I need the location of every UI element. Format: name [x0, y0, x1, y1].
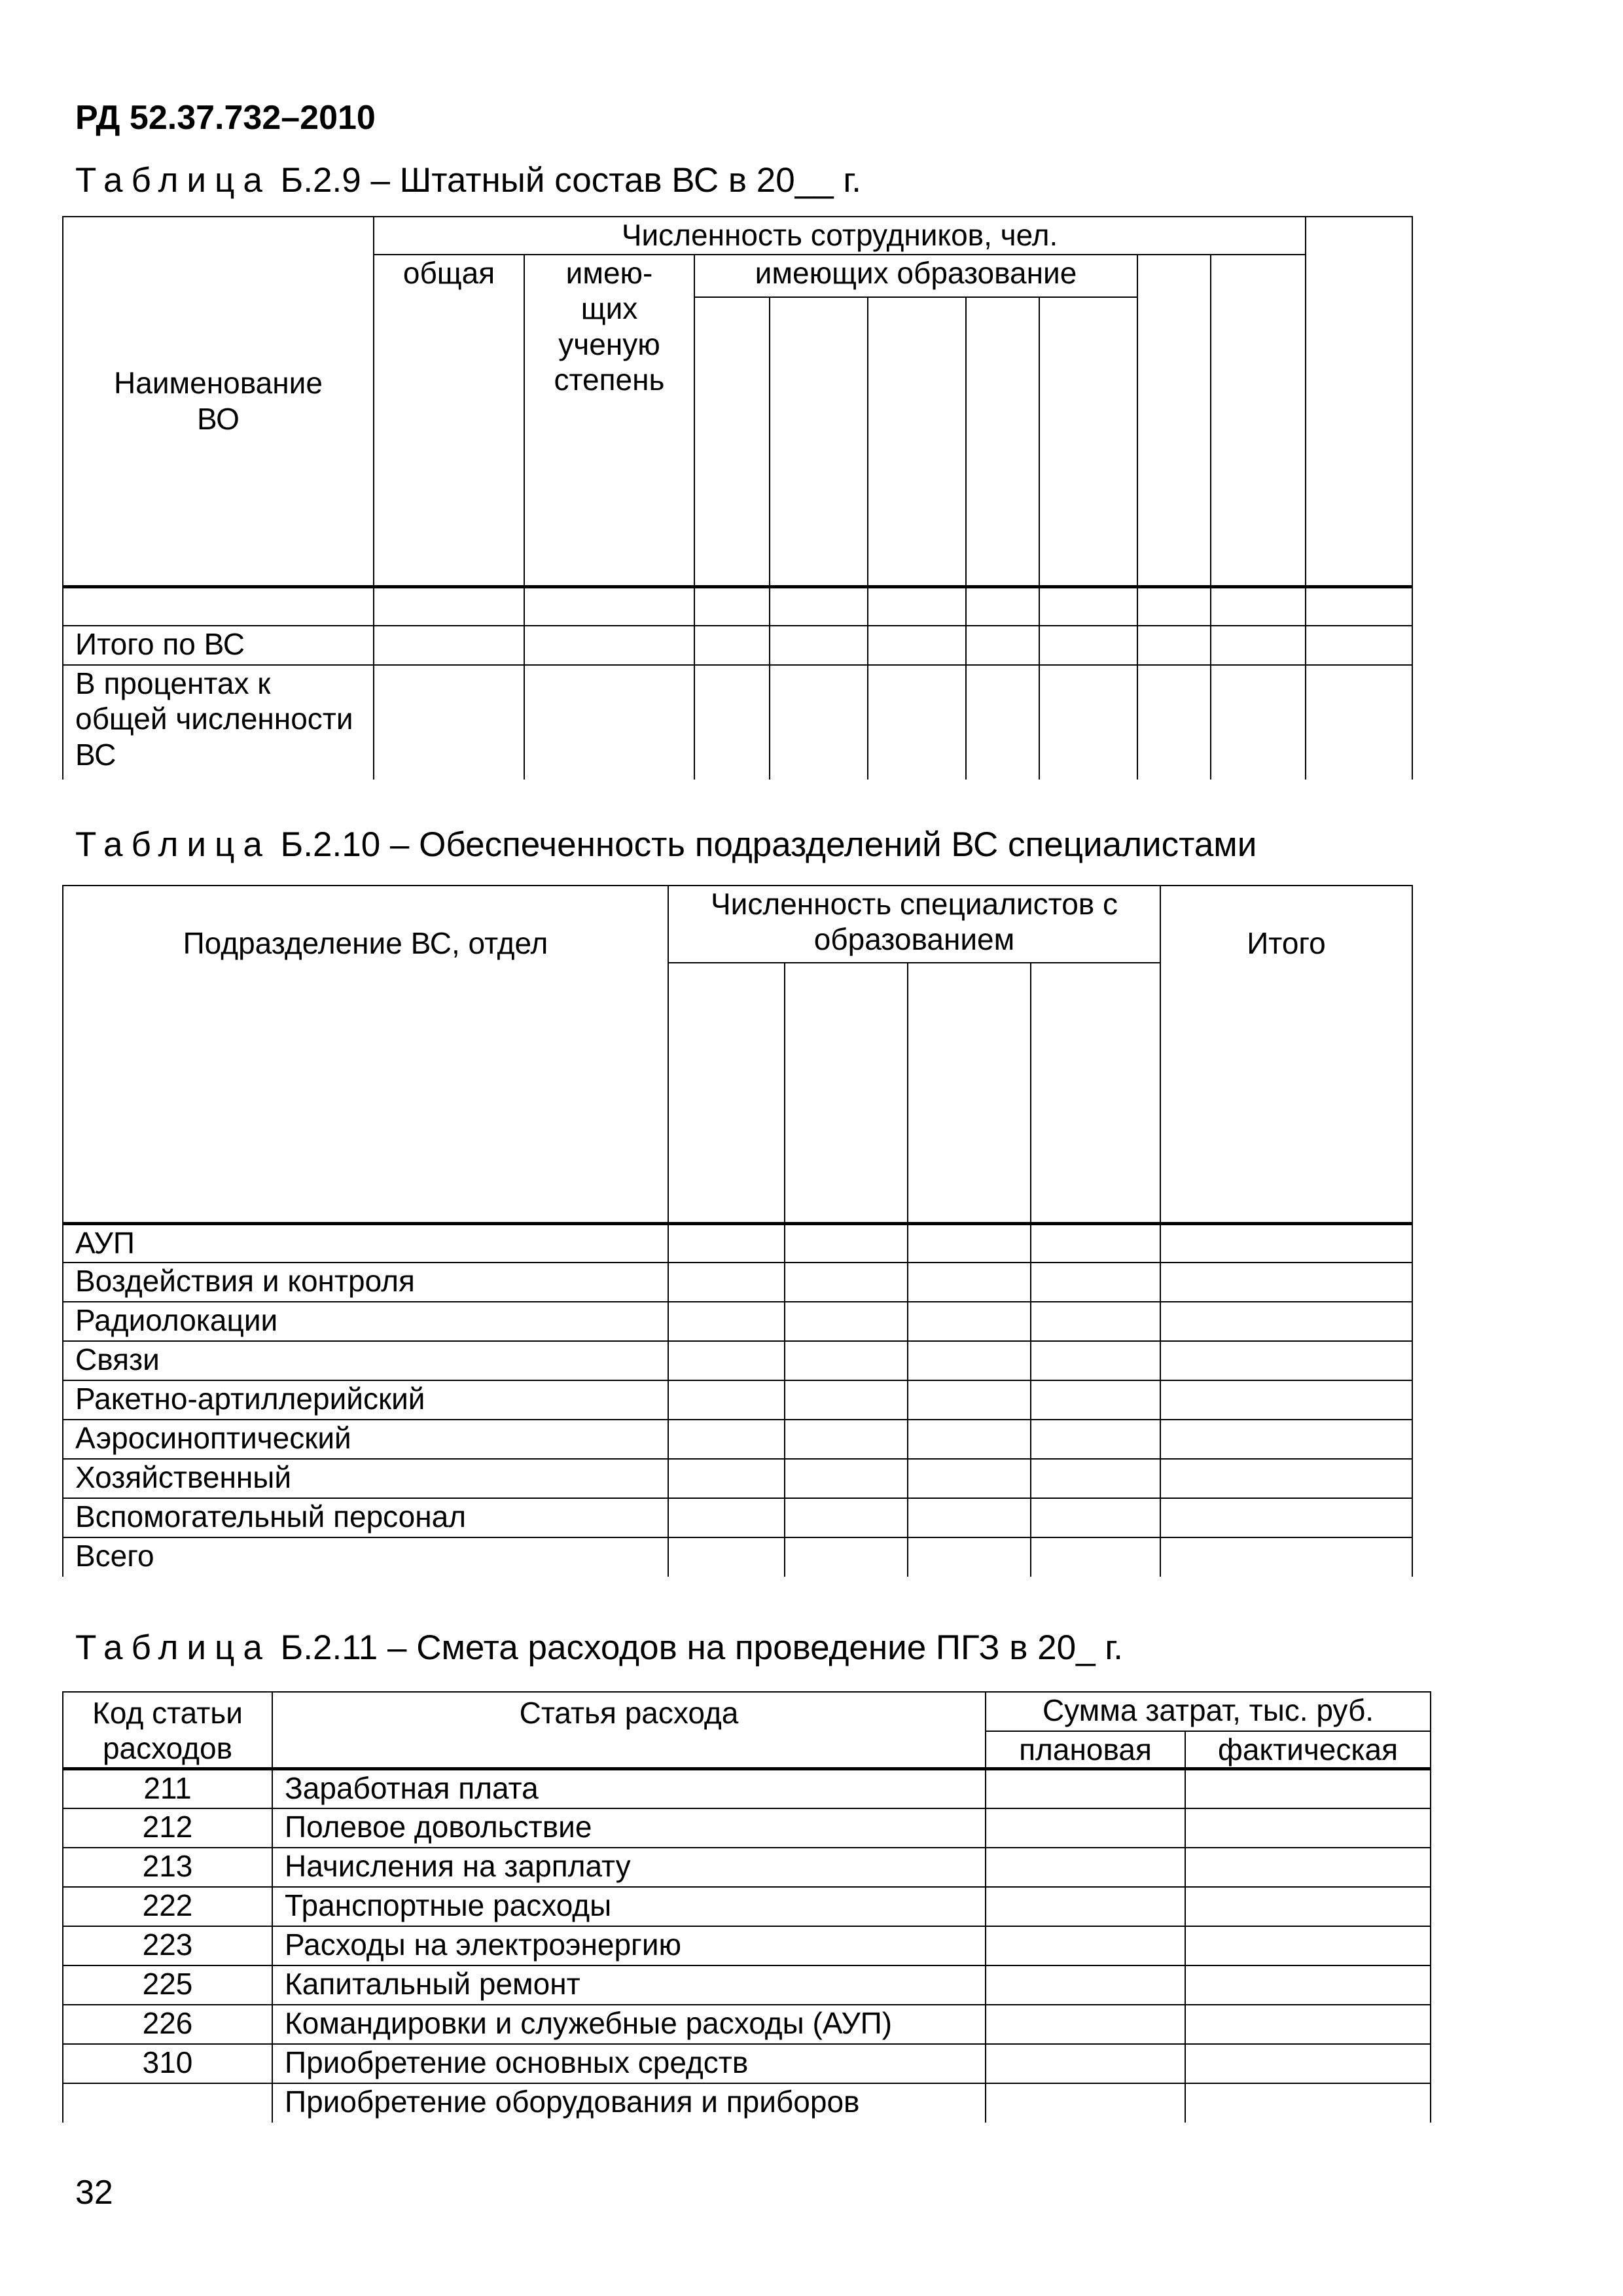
expense-code: 310 — [63, 2044, 272, 2083]
document-code: РД 52.37.732–2010 — [75, 99, 376, 137]
table-row — [63, 586, 1412, 626]
edu-col-incomplete-higher — [770, 297, 868, 586]
expense-code: 226 — [63, 2005, 272, 2044]
expense-code: 223 — [63, 1926, 272, 1965]
col-name-header: Наименование ВО — [63, 217, 374, 586]
expense-item: Расходы на электроэнергию — [272, 1926, 986, 1965]
col-unit-header: Подразделение ВС, отдел — [63, 886, 668, 1223]
caption-text: Б.2.9 – Штатный состав ВС в 20__ г. — [280, 161, 861, 200]
edu-col-secondary-special — [785, 963, 908, 1223]
edu-group-header: имеющих образование — [694, 255, 1137, 297]
caption-prefix: Таблица — [75, 825, 271, 864]
row-label: Вспомогательный персонал — [63, 1498, 668, 1537]
row-label: Хозяйственный — [63, 1459, 668, 1498]
group-header-specialists: Численность специалистов с образованием — [668, 886, 1160, 963]
table-row — [63, 1302, 1412, 1341]
table-row — [63, 1848, 1431, 1887]
expense-code: 222 — [63, 1887, 272, 1926]
table-row — [63, 1223, 1412, 1263]
row-label: Аэросиноптический — [63, 1420, 668, 1459]
table-row — [63, 2044, 1431, 2083]
row-label: Итого по ВС — [63, 626, 374, 665]
table-row — [63, 1965, 1431, 2005]
table-b29 — [62, 216, 1413, 780]
table-b211-caption — [75, 1628, 1123, 1668]
expense-item: Капитальный ремонт — [272, 1965, 986, 2005]
row-label: Воздействия и контроля — [63, 1263, 668, 1302]
table-b210-caption — [75, 825, 1257, 865]
edu-col-higher — [668, 963, 785, 1223]
col-fact-header: фактическая — [1185, 1731, 1431, 1769]
row-label: Всего — [63, 1537, 668, 1577]
table-b211 — [62, 1691, 1431, 2123]
edu-col-unfinished-secondary — [1031, 963, 1160, 1223]
table-row — [63, 665, 1412, 780]
edu-col-incomplete-secondary — [1039, 297, 1137, 586]
table-row — [63, 1459, 1412, 1498]
col-plan-header: плановая — [986, 1731, 1185, 1769]
group-header-staff: Численность сотрудников, чел. — [374, 217, 1306, 255]
expense-code: 212 — [63, 1808, 272, 1848]
edu-col-secondary-special — [868, 297, 966, 586]
expense-item: Приобретение основных средств — [272, 2044, 986, 2083]
table-row — [63, 1808, 1431, 1848]
col-item-header: Статья расхода — [272, 1692, 986, 1769]
table-b210 — [62, 885, 1413, 1577]
table-row — [63, 626, 1412, 665]
table-row — [63, 1887, 1431, 1926]
page-number: 32 — [75, 2174, 113, 2212]
expense-item: Командировки и служебные расходы (АУП) — [272, 2005, 986, 2044]
expense-code — [63, 2083, 272, 2123]
expense-item: Начисления на зарплату — [272, 1848, 986, 1887]
table-row — [63, 1341, 1412, 1380]
caption-text: Б.2.10 – Обеспеченность подразделений ВС специалистами — [280, 825, 1257, 864]
expense-item: Заработная плата — [272, 1769, 986, 1808]
col-code-header: Код статьи расходов — [63, 1692, 272, 1769]
expense-item: Полевое довольствие — [272, 1808, 986, 1848]
row-label: В процентах к общей численности ВС — [63, 665, 374, 780]
expense-code: 213 — [63, 1848, 272, 1887]
table-row — [63, 1498, 1412, 1537]
col-fired-header — [1211, 255, 1306, 586]
expense-code: 211 — [63, 1769, 272, 1808]
edu-col-secondary — [966, 297, 1039, 586]
table-row — [63, 2005, 1431, 2044]
row-label: АУП — [63, 1223, 668, 1263]
edu-col-secondary — [908, 963, 1031, 1223]
row-label: Радиолокации — [63, 1302, 668, 1341]
expense-item: Приобретение оборудования и приборов — [272, 2083, 986, 2123]
edu-col-higher — [694, 297, 770, 586]
col-total-header: Итого — [1160, 886, 1412, 1223]
caption-prefix: Таблица — [75, 1628, 271, 1667]
caption-prefix: Таблица — [75, 161, 271, 200]
row-label: Ракетно-артиллерийский — [63, 1380, 668, 1420]
table-b29-caption — [75, 160, 861, 200]
caption-text: Б.2.11 – Смета расходов на проведение ПГЗ в 20_ г. — [280, 1628, 1123, 1667]
table-row — [63, 2083, 1431, 2123]
table-row — [63, 1769, 1431, 1808]
col-degree-header: имею- щих ученую степень — [524, 255, 694, 586]
col-change-header — [1306, 217, 1412, 586]
col-hired-header — [1137, 255, 1211, 586]
expense-item: Транспортные расходы — [272, 1887, 986, 1926]
table-row — [63, 1420, 1412, 1459]
row-label: Связи — [63, 1341, 668, 1380]
col-sum-header: Сумма затрат, тыс. руб. — [986, 1692, 1431, 1731]
col-total-header: общая — [374, 255, 524, 586]
table-row — [63, 1380, 1412, 1420]
expense-code: 225 — [63, 1965, 272, 2005]
table-row — [63, 1537, 1412, 1577]
table-row — [63, 1926, 1431, 1965]
table-row — [63, 1263, 1412, 1302]
